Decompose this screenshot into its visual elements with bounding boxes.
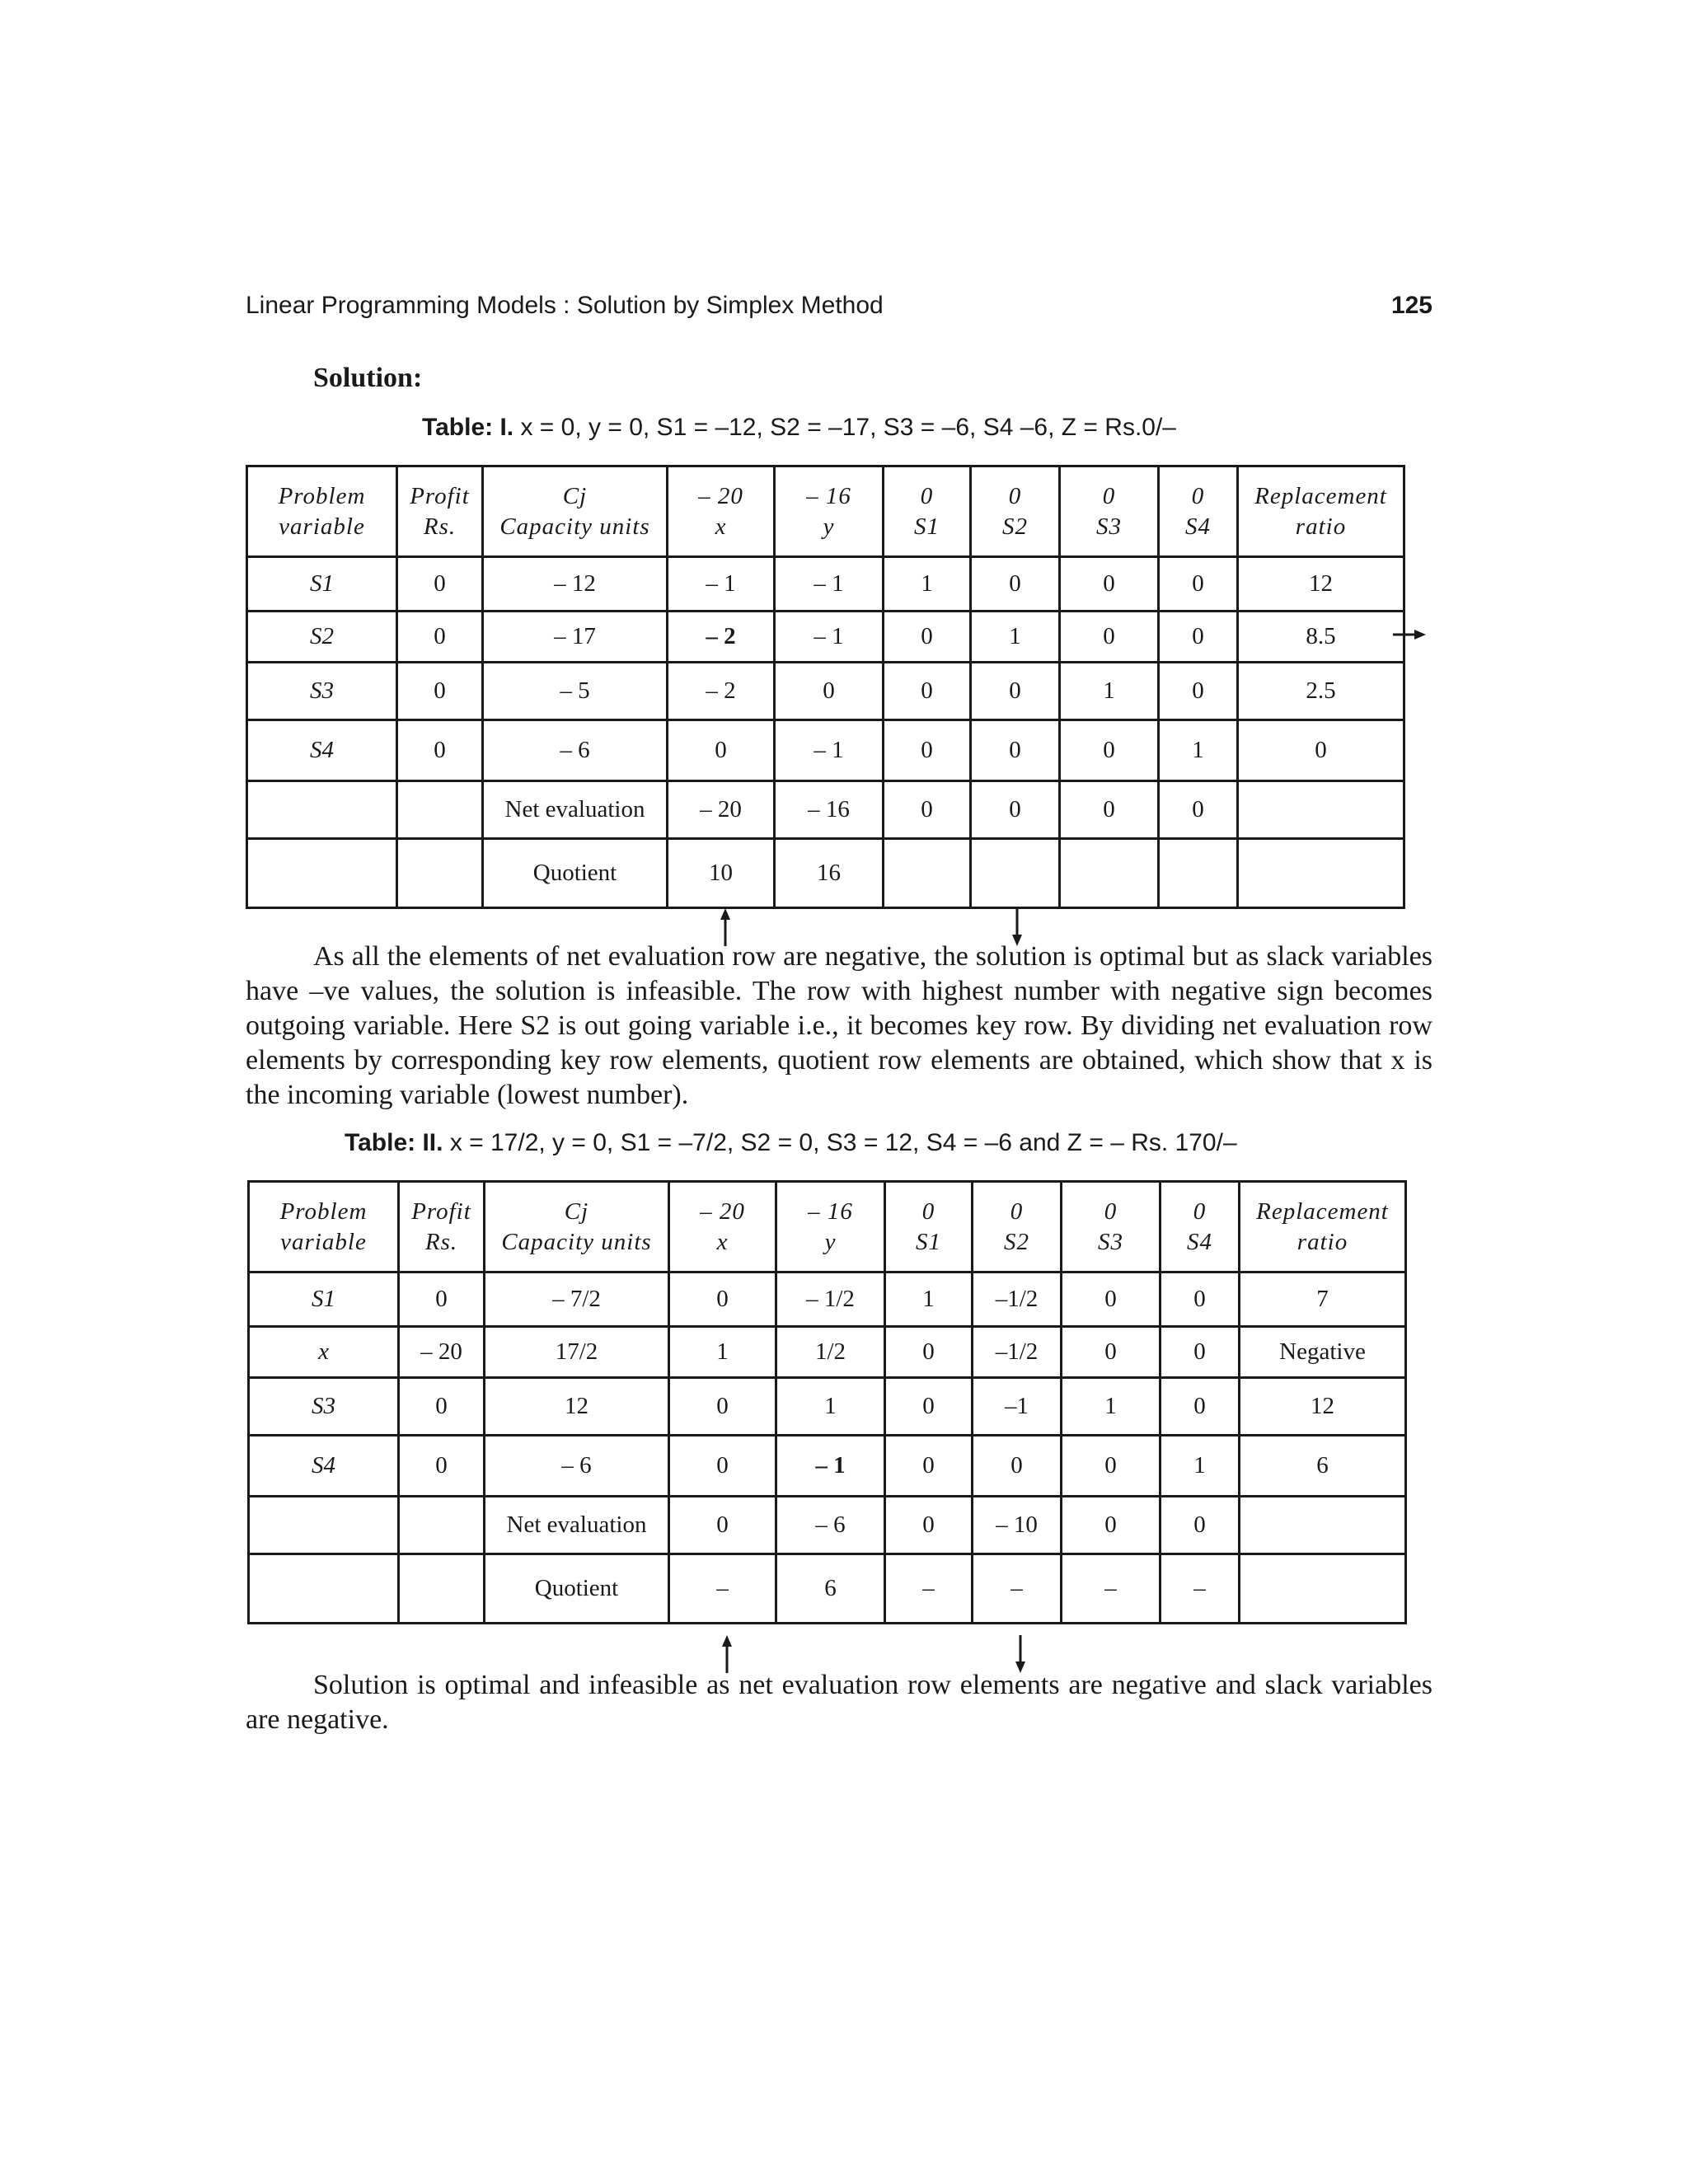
table-cell: Quotient xyxy=(485,1554,669,1624)
table-cell: 0 xyxy=(884,720,971,781)
table-cell: – 2 xyxy=(668,612,775,663)
table-cell: 0 xyxy=(669,1272,776,1327)
table-cell: 1/2 xyxy=(776,1327,885,1378)
table-cell: 0 xyxy=(1160,1497,1240,1554)
header-replacement-ratio: Replacement ratio xyxy=(1240,1182,1406,1272)
outgoing-row-arrow-icon xyxy=(1393,626,1426,643)
table-cell: 0 xyxy=(399,1378,485,1436)
table-cell: – 1 xyxy=(668,557,775,612)
table-cell: 0 xyxy=(1062,1272,1160,1327)
table-cell xyxy=(397,781,483,839)
table-cell xyxy=(971,839,1060,908)
table-row xyxy=(247,839,1404,908)
para1-text: As all the elements of net evaluation row are negative, the solution is optimal but as slack variables have –ve values, the solution is infeasible. The row with highest number with negative sign becomes outgoing variable. Here S2 is out going variable i.e., it becomes key row. By dividing net evaluation row elements by corresponding key row elements, quotient row elements are obtained, which show that x is the incoming variable (lowest number). xyxy=(246,941,1432,1110)
table-row xyxy=(249,1378,1406,1436)
table-cell: 0 xyxy=(885,1497,973,1554)
table-cell: 0 xyxy=(399,1436,485,1497)
table-cell: 0 xyxy=(1060,557,1159,612)
table-cell xyxy=(1240,1497,1406,1554)
table-row xyxy=(247,612,1404,663)
explanation-paragraph-1 xyxy=(246,940,1432,1113)
table-cell: 0 xyxy=(885,1436,973,1497)
table1-caption-text: x = 0, y = 0, S1 = –12, S2 = –17, S3 = –6, S4 –6, Z = Rs.0/– xyxy=(520,414,1176,441)
table-row xyxy=(247,720,1404,781)
header-profit: Profit Rs. xyxy=(397,466,483,557)
table-cell: 1 xyxy=(669,1327,776,1378)
table-cell: –1/2 xyxy=(973,1272,1062,1327)
table-cell: – 10 xyxy=(973,1497,1062,1554)
table-cell: 0 xyxy=(1159,663,1238,720)
header-var-s3: 0 S3 xyxy=(1060,466,1159,557)
table-cell: – 1 xyxy=(776,1436,885,1497)
table-cell: 0 xyxy=(1060,612,1159,663)
table-cell: 0 xyxy=(884,781,971,839)
table-cell: 0 xyxy=(399,1272,485,1327)
table-cell: x xyxy=(249,1327,399,1378)
table-cell: 0 xyxy=(1238,720,1404,781)
table-cell xyxy=(1238,839,1404,908)
table-cell: – xyxy=(1160,1554,1240,1624)
simplex-table-2 xyxy=(247,1180,1407,1624)
table-cell: Net evaluation xyxy=(485,1497,669,1554)
table-cell: – 5 xyxy=(483,663,668,720)
table-cell: 1 xyxy=(971,612,1060,663)
table-cell: S4 xyxy=(247,720,397,781)
table-cell xyxy=(399,1554,485,1624)
table-row xyxy=(249,1272,1406,1327)
table-cell: – 1 xyxy=(775,612,884,663)
header-capacity: Cj Capacity units xyxy=(483,466,668,557)
table-cell: 0 xyxy=(669,1378,776,1436)
table-cell: 1 xyxy=(1062,1378,1160,1436)
header-var-s4: 0 S4 xyxy=(1160,1182,1240,1272)
table-cell: 0 xyxy=(397,612,483,663)
table-cell xyxy=(1240,1554,1406,1624)
solution-heading: Solution: xyxy=(313,363,423,393)
running-head xyxy=(246,292,1432,320)
table-cell: – xyxy=(973,1554,1062,1624)
table-cell xyxy=(1238,781,1404,839)
header-var-x: – 20 x xyxy=(668,466,775,557)
table2-caption-label: Table: II. xyxy=(345,1129,443,1156)
table-cell: 1 xyxy=(1160,1436,1240,1497)
header-var-s4: 0 S4 xyxy=(1159,466,1238,557)
table-cell: 0 xyxy=(973,1436,1062,1497)
table-cell: 12 xyxy=(1238,557,1404,612)
table-cell xyxy=(884,839,971,908)
table-cell xyxy=(247,839,397,908)
header-profit: Profit Rs. xyxy=(399,1182,485,1272)
table-cell: 1 xyxy=(776,1378,885,1436)
table-cell: 0 xyxy=(971,781,1060,839)
table1-caption xyxy=(422,414,1176,442)
table-cell: 0 xyxy=(1160,1378,1240,1436)
table-cell: 1 xyxy=(884,557,971,612)
table-row xyxy=(249,1497,1406,1554)
table-cell: 12 xyxy=(1240,1378,1406,1436)
header-replacement-ratio: Replacement ratio xyxy=(1238,466,1404,557)
table-cell xyxy=(249,1554,399,1624)
table-cell: 0 xyxy=(1060,781,1159,839)
table-cell: – 1/2 xyxy=(776,1272,885,1327)
header-var-s1: 0 S1 xyxy=(884,466,971,557)
table-cell: 1 xyxy=(1159,720,1238,781)
table-cell: 0 xyxy=(1062,1327,1160,1378)
table-cell: S4 xyxy=(249,1436,399,1497)
table2-caption xyxy=(345,1129,1237,1157)
table-cell: 0 xyxy=(971,720,1060,781)
table-cell: – 20 xyxy=(668,781,775,839)
header-capacity: Cj Capacity units xyxy=(485,1182,669,1272)
table-cell: 0 xyxy=(397,720,483,781)
table-cell xyxy=(249,1497,399,1554)
table-cell: – 6 xyxy=(483,720,668,781)
table-cell: 0 xyxy=(1159,781,1238,839)
table-cell xyxy=(1159,839,1238,908)
header-var-s1: 0 S1 xyxy=(885,1182,973,1272)
table-cell: – 6 xyxy=(776,1497,885,1554)
table-row xyxy=(249,1436,1406,1497)
table-cell xyxy=(397,839,483,908)
table-cell: – 2 xyxy=(668,663,775,720)
table-cell xyxy=(1060,839,1159,908)
table-cell: 0 xyxy=(1160,1327,1240,1378)
table-header-row xyxy=(249,1182,1406,1272)
table1-caption-label: Table: I. xyxy=(422,414,514,441)
table-cell: 0 xyxy=(397,557,483,612)
table-cell: – xyxy=(885,1554,973,1624)
table-cell: – 17 xyxy=(483,612,668,663)
table-cell: 0 xyxy=(1159,612,1238,663)
table-cell: 6 xyxy=(776,1554,885,1624)
header-var-s2: 0 S2 xyxy=(971,466,1060,557)
table-row xyxy=(247,663,1404,720)
table-cell: 0 xyxy=(775,663,884,720)
table-cell: 0 xyxy=(669,1497,776,1554)
table-cell: 1 xyxy=(885,1272,973,1327)
table-cell: –1 xyxy=(973,1378,1062,1436)
table-cell: 6 xyxy=(1240,1436,1406,1497)
table-header-row xyxy=(247,466,1404,557)
table2-caption-text: x = 17/2, y = 0, S1 = –7/2, S2 = 0, S3 = 12, S4 = –6 and Z = – Rs. 170/– xyxy=(449,1129,1237,1156)
table-cell: S3 xyxy=(249,1378,399,1436)
table-row xyxy=(249,1554,1406,1624)
table-row xyxy=(247,557,1404,612)
table-cell xyxy=(247,781,397,839)
table-cell: S3 xyxy=(247,663,397,720)
table-cell: 0 xyxy=(1062,1497,1160,1554)
table-cell: 0 xyxy=(669,1436,776,1497)
header-var-s2: 0 S2 xyxy=(973,1182,1062,1272)
table-cell: Net evaluation xyxy=(483,781,668,839)
table-cell: – 1 xyxy=(775,557,884,612)
table-cell: – xyxy=(669,1554,776,1624)
table-cell: 0 xyxy=(668,720,775,781)
table-cell: 0 xyxy=(885,1327,973,1378)
table-cell: Negative xyxy=(1240,1327,1406,1378)
table-cell: 0 xyxy=(971,663,1060,720)
table-cell: S2 xyxy=(247,612,397,663)
table-row xyxy=(249,1327,1406,1378)
table-cell: – 12 xyxy=(483,557,668,612)
table-cell: – 16 xyxy=(775,781,884,839)
table-cell: 0 xyxy=(885,1378,973,1436)
table-cell: Quotient xyxy=(483,839,668,908)
table-cell: 1 xyxy=(1060,663,1159,720)
table-cell: 12 xyxy=(485,1378,669,1436)
table-cell: 2.5 xyxy=(1238,663,1404,720)
table-cell: 0 xyxy=(1160,1272,1240,1327)
table-cell: –1/2 xyxy=(973,1327,1062,1378)
table-cell: 0 xyxy=(971,557,1060,612)
para2-text: Solution is optimal and infeasible as net evaluation row elements are negative and slack variables are negative. xyxy=(246,1670,1432,1735)
table-row xyxy=(247,781,1404,839)
table-cell: – 7/2 xyxy=(485,1272,669,1327)
table-cell: – 1 xyxy=(775,720,884,781)
table-cell: 0 xyxy=(884,663,971,720)
table-cell: – xyxy=(1062,1554,1160,1624)
table-cell: – 6 xyxy=(485,1436,669,1497)
table-cell: 17/2 xyxy=(485,1327,669,1378)
explanation-paragraph-2 xyxy=(246,1668,1432,1737)
table-cell: 0 xyxy=(884,612,971,663)
header-var-y: – 16 y xyxy=(775,466,884,557)
table-cell: 16 xyxy=(775,839,884,908)
table-cell xyxy=(399,1497,485,1554)
table-cell: 0 xyxy=(1062,1436,1160,1497)
header-var-y: – 16 y xyxy=(776,1182,885,1272)
running-title: Linear Programming Models : Solution by Simplex Method xyxy=(246,292,884,319)
header-problem-variable: Problem variable xyxy=(247,466,397,557)
header-var-x: – 20 x xyxy=(669,1182,776,1272)
table-cell: 0 xyxy=(397,663,483,720)
header-var-s3: 0 S3 xyxy=(1062,1182,1160,1272)
table-cell: 0 xyxy=(1060,720,1159,781)
header-problem-variable: Problem variable xyxy=(249,1182,399,1272)
table-cell: 8.5 xyxy=(1238,612,1404,663)
simplex-table-1 xyxy=(246,465,1405,909)
table-cell: 7 xyxy=(1240,1272,1406,1327)
table-cell: S1 xyxy=(247,557,397,612)
table-cell: – 20 xyxy=(399,1327,485,1378)
page-number: 125 xyxy=(1390,292,1432,319)
table-cell: 0 xyxy=(1159,557,1238,612)
table-cell: 10 xyxy=(668,839,775,908)
table-cell: S1 xyxy=(249,1272,399,1327)
